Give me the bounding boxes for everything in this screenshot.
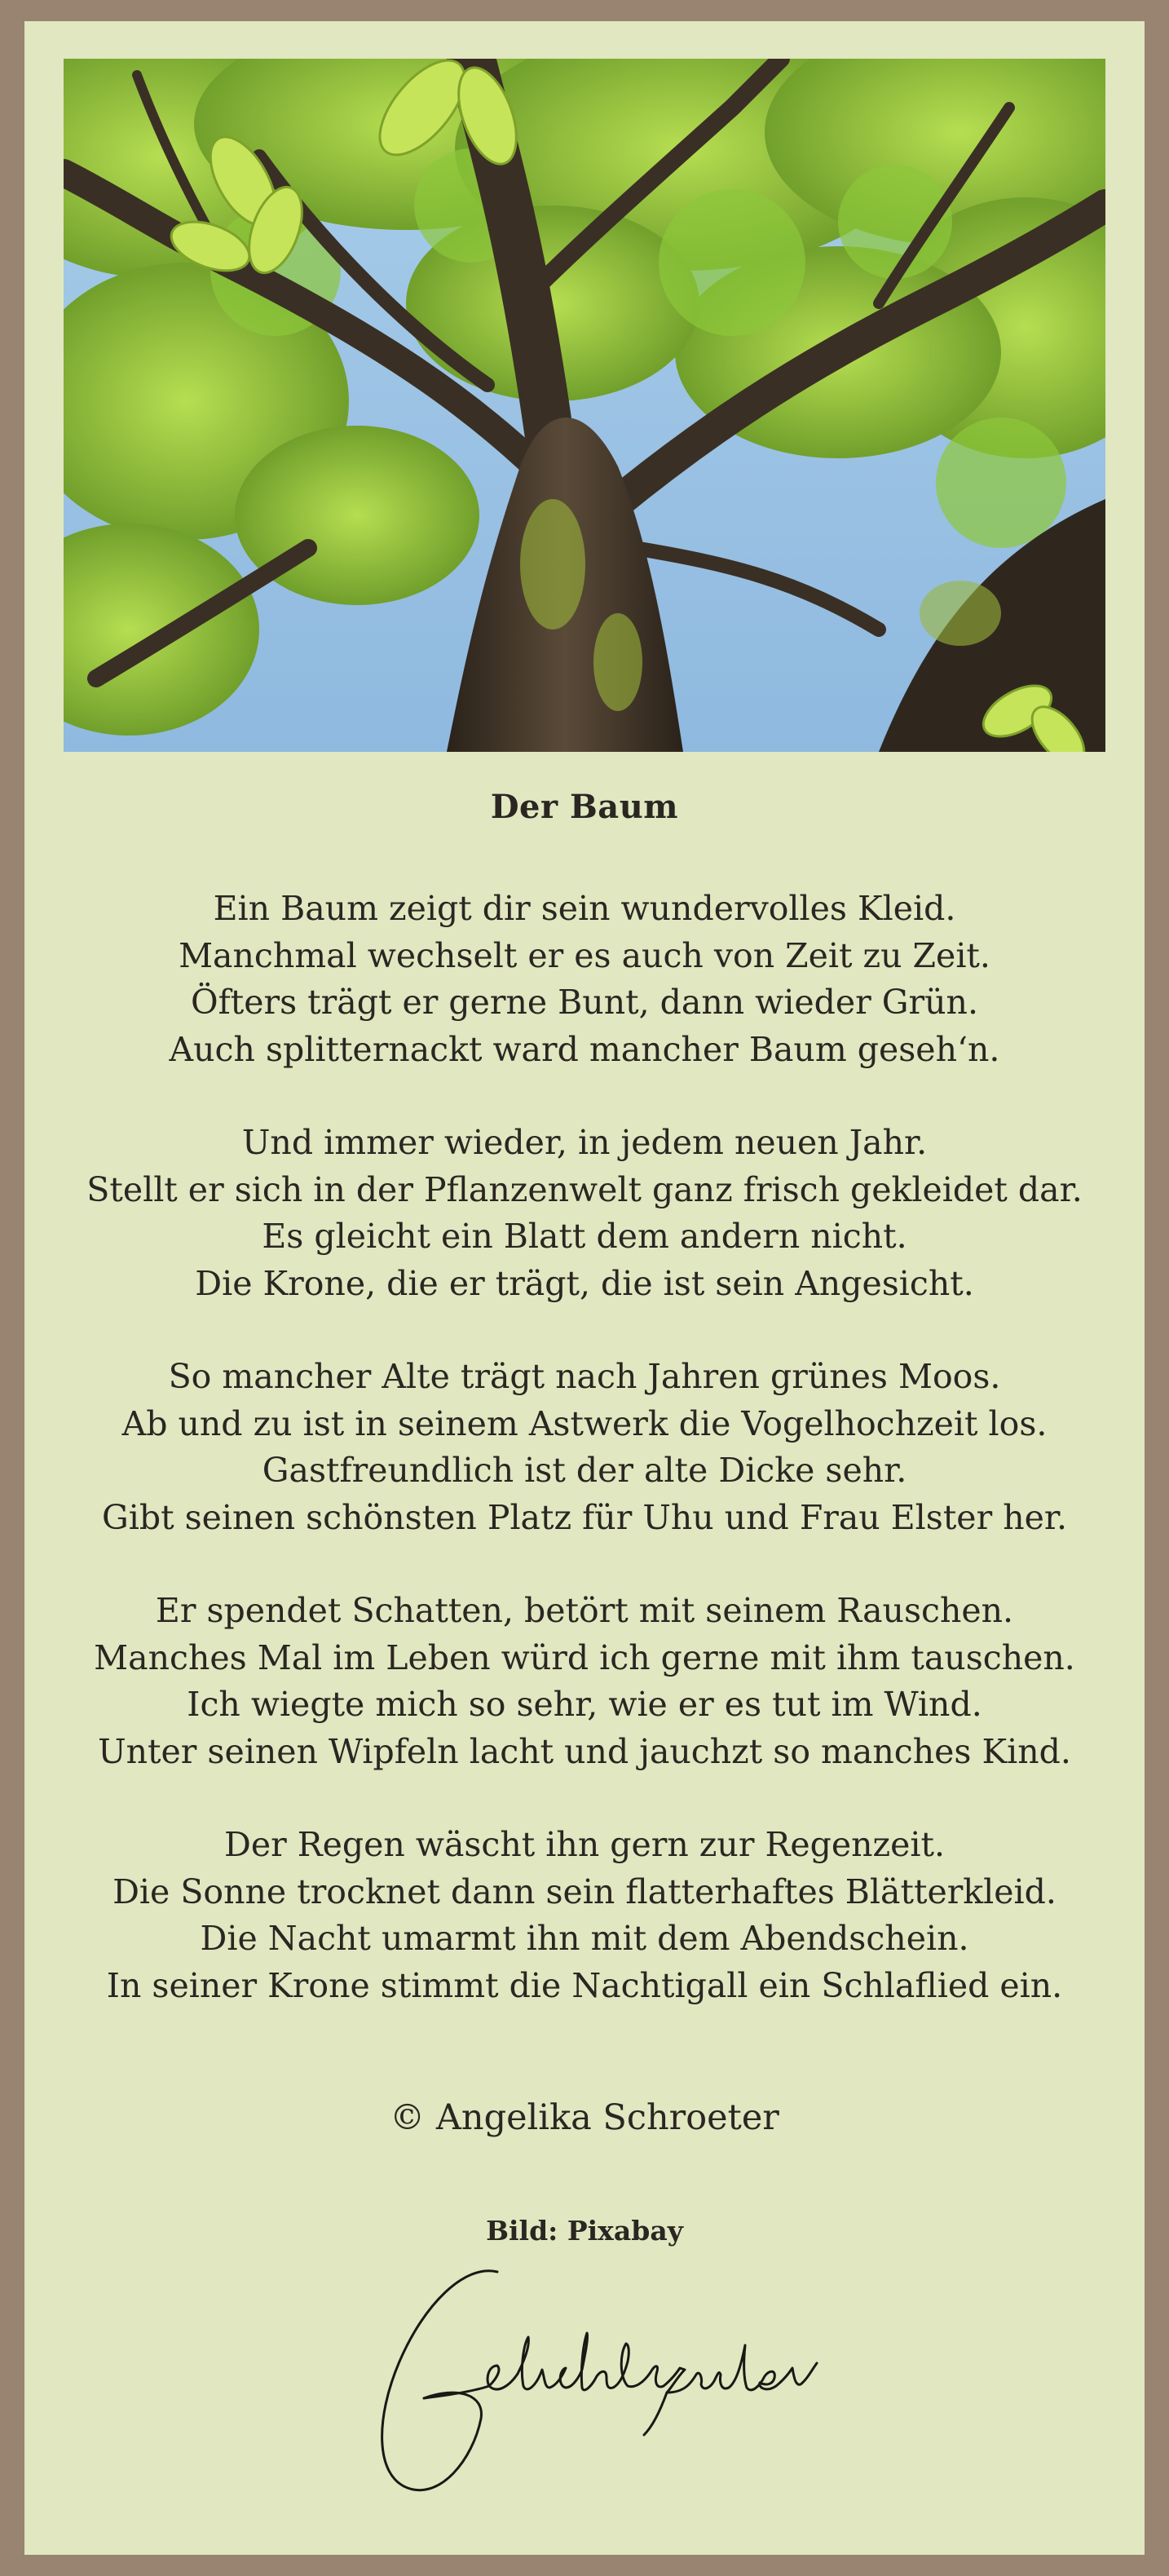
poem-line: Ich wiegte mich so sehr, wie er es tut im Wind. <box>187 1685 982 1724</box>
poem-stanza <box>24 1354 1145 1541</box>
poem-line: Die Nacht umarmt ihn mit dem Abendschein. <box>200 1919 969 1958</box>
poem-line: Manches Mal im Leben würd ich gerne mit ihm tauschen. <box>94 1637 1075 1677</box>
tree-photo <box>64 59 1105 752</box>
poem-stanza <box>24 1588 1145 1775</box>
poem-line: Es gleicht ein Blatt dem andern nicht. <box>262 1217 907 1256</box>
poem-line: Er spendet Schatten, betört mit seinem Rauschen. <box>155 1591 1014 1630</box>
tree-canopy-image <box>64 59 1105 752</box>
poem-line: Öfters trägt er gerne Bunt, dann wieder Grün. <box>190 983 978 1022</box>
poem-line: Stellt er sich in der Pflanzenwelt ganz frisch gekleidet dar. <box>86 1169 1083 1209</box>
author-credit: © Angelika Schroeter <box>390 2097 779 2138</box>
poem-line: Gibt seinen schönsten Platz für Uhu und Frau Elster her. <box>102 1497 1067 1537</box>
poem-line: Unter seinen Wipfeln lacht und jauchzt so manches Kind. <box>98 1731 1071 1771</box>
signature-logo <box>334 2256 856 2516</box>
poem-stanza <box>24 1822 1145 2009</box>
poem-line: Und immer wieder, in jedem neuen Jahr. <box>241 1123 928 1162</box>
poem-line: Die Sonne trocknet dann sein flatterhaftes Blätterkleid. <box>112 1871 1057 1911</box>
poem-body <box>24 886 1145 2056</box>
poem-line: Der Regen wäscht ihn gern zur Regenzeit. <box>224 1825 945 1864</box>
poem-line: Gastfreundlich ist der alte Dicke sehr. <box>262 1451 907 1490</box>
image-credit: Bild: Pixabay <box>486 2215 683 2247</box>
poem-card <box>24 21 1145 2555</box>
poem-stanza <box>24 1120 1145 1307</box>
poem-line: Manchmal wechselt er es auch von Zeit zu Zeit. <box>179 935 990 975</box>
poem-stanza <box>24 886 1145 1073</box>
poem-line: Ein Baum zeigt dir sein wundervolles Kleid. <box>213 889 956 928</box>
poem-title: Der Baum <box>490 788 679 826</box>
poem-line: So mancher Alte trägt nach Jahren grünes Moos. <box>168 1357 1001 1396</box>
poem-line: Ab und zu ist in seinem Astwerk die Vogelhochzeit los. <box>121 1403 1048 1443</box>
poem-line: In seiner Krone stimmt die Nachtigall ein Schlaflied ein. <box>106 1965 1063 2005</box>
poem-line: Die Krone, die er trägt, die ist sein Angesicht. <box>195 1263 974 1303</box>
poem-line: Auch splitternackt ward mancher Baum geseh‘n. <box>169 1029 1000 1069</box>
